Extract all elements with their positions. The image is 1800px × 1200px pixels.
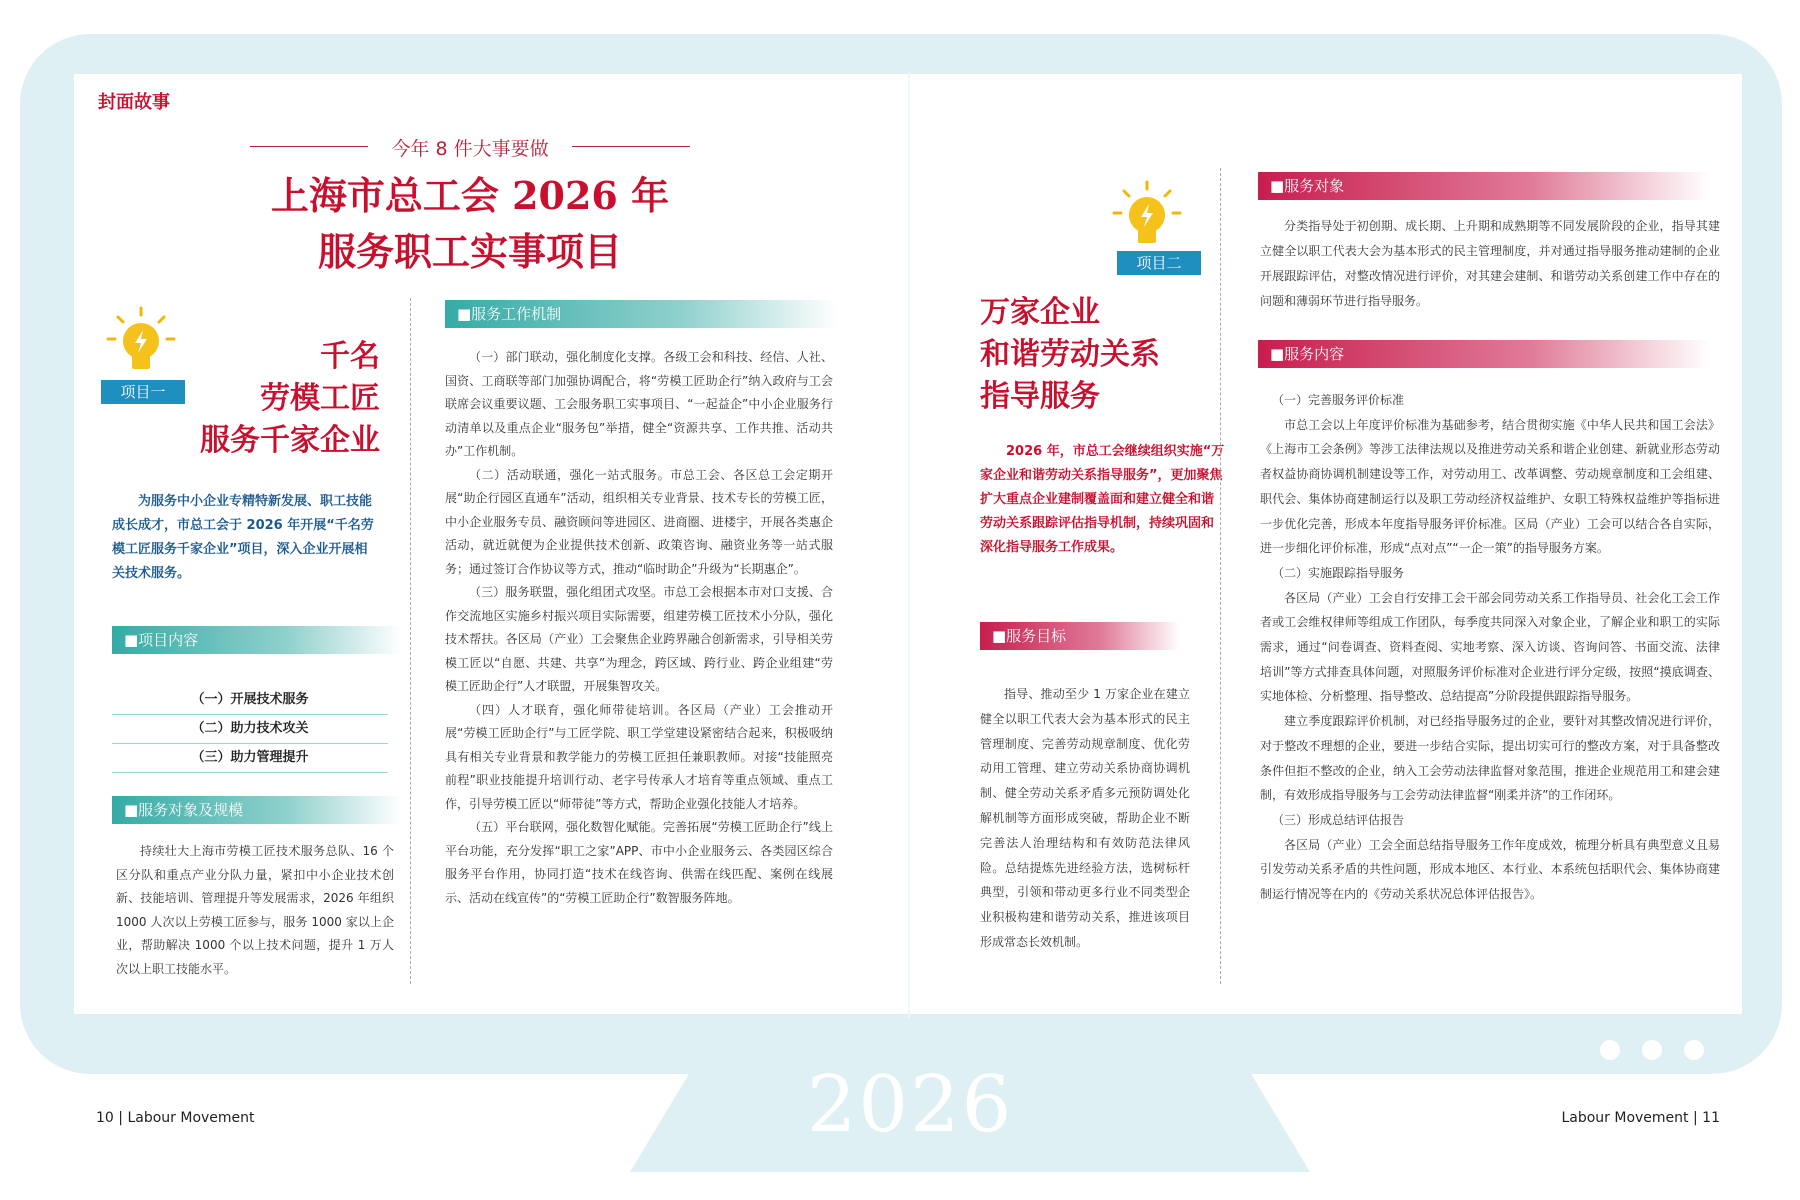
subheading: （三）形成总结评估报告 bbox=[1272, 812, 1405, 827]
target-text bbox=[1260, 214, 1720, 314]
section-heading: ■服务工作机制 bbox=[445, 300, 837, 328]
footer-separator: | bbox=[1688, 1110, 1703, 1126]
list-item: （三）助力管理提升 bbox=[112, 744, 388, 773]
paragraph: （四）人才联育，强化师带徒培训。各区局（产业）工会推动开展“劳模工匠助企行”与工匠学院、职工学堂建设紧密结合起来，积极吸纳具有相关专业背景和教学能力的劳模工匠担任兼职教师。对接“技能照亮前程”职业技能提升培训行动、老字号传承人才培育等重点领域、重点工作，引导劳模工匠以“师带徒”等方式，帮助企业强化技能人才培养。 bbox=[445, 702, 833, 811]
page-number: 10 bbox=[96, 1110, 114, 1126]
lightbulb-icon bbox=[1110, 180, 1184, 254]
project-title bbox=[980, 292, 1230, 418]
project-intro bbox=[112, 490, 380, 586]
project-label: 项目一 bbox=[100, 379, 186, 405]
paragraph: 各区局（产业）工会全面总结指导服务工作年度成效，梳理分析具有典型意义且易引发劳动关系矛盾的共性问题，形成本地区、本行业、本系统包括职代会、集体协商建制运行情况等在内的《劳动关系状况总体评估报告》。 bbox=[1260, 837, 1720, 902]
subheading: （一）完善服务评价标准 bbox=[1272, 393, 1405, 407]
footer-right bbox=[1561, 1110, 1720, 1126]
project-title bbox=[176, 336, 380, 462]
intro-text: 为服务中小企业专精特新发展、职工技能成长成才，市总工会于 2026 年开展“千名劳模工匠服务千家企业”项目，深入企业开展相关技术服务。 bbox=[112, 494, 374, 581]
section-heading: ■服务内容 bbox=[1258, 340, 1710, 368]
lightbulb-icon bbox=[104, 306, 178, 380]
section-heading: ■服务对象 bbox=[1258, 172, 1710, 200]
subheading: （二）实施跟踪指导服务 bbox=[1272, 565, 1405, 580]
section-heading: ■服务对象及规模 bbox=[112, 796, 402, 824]
project-title-line: 千名 bbox=[320, 339, 380, 374]
paragraph: （五）平台联网，强化数智化赋能。完善拓展“劳模工匠助企行”线上平台功能，充分发挥“职工之家”APP、市中小企业服务云、各类园区综合服务平台作用，协同打造“技术在线咨询、供需在线匹配、案例在线展示、活动在线宣传”的“劳模工匠助企行”数智服务阵地。 bbox=[445, 820, 833, 905]
year-watermark: 2026 bbox=[806, 1060, 1014, 1150]
section-heading: ■项目内容 bbox=[112, 626, 402, 654]
project-label: 项目二 bbox=[1116, 250, 1202, 276]
footer-left bbox=[96, 1110, 255, 1126]
goal-text bbox=[980, 682, 1190, 955]
project-title-line: 万家企业 bbox=[980, 295, 1100, 330]
paragraph: （一）部门联动，强化制度化支撑。各级工会和科技、经信、人社、国资、工商联等部门加强协调配合，将“劳模工匠助企行”纳入政府与工会联席会议重要议题、工会服务职工实事项目、“一起益企”中小企业服务行动清单以及重点企业“服务包”举措，健全“资源共享、工作共推、活动共办”工作机制。 bbox=[445, 350, 833, 458]
project-title-line: 指导服务 bbox=[980, 379, 1100, 414]
page-title-line: 服务职工实事项目 bbox=[317, 229, 622, 274]
paragraph: 持续壮大上海市劳模工匠技术服务总队、16 个区分队和重点产业分队力量，紧扣中小企业技术创新、技能培训、管理提升等发展需求，2026 年组织 1000 人次以上劳模工匠参与，服务 1000 家以上企业，帮助解决 1000 个以上技术问题，提升 1 万人次以上职工技能水平。 bbox=[116, 844, 394, 976]
project-title-line: 服务千家企业 bbox=[200, 423, 380, 458]
paragraph: 指导、推动至少 1 万家企业在建立健全以职工代表大会为基本形式的民主管理制度、完善劳动规章制度、优化劳动用工管理、建立劳动关系协商协调机制、健全劳动关系矛盾多元预防调处化解机制等方面形成突破，帮助企业不断完善法人治理结构和有效防范法律风险。总结提炼先进经验方法，选树标杆典型，引领和带动更多行业不同类型企业积极构建和谐劳动关系，推进该项目形成常态长效机制。 bbox=[980, 687, 1190, 949]
content-text bbox=[1260, 388, 1720, 907]
section-tag: 封面故事 bbox=[98, 92, 170, 113]
column-divider bbox=[1220, 168, 1221, 984]
project-title-line: 和谐劳动关系 bbox=[980, 337, 1160, 372]
magazine-name: Labour Movement bbox=[127, 1110, 255, 1126]
paragraph: 建立季度跟踪评价机制，对已经指导服务过的企业，要针对其整改情况进行评价，对于整改不理想的企业，要进一步结合实际，提出切实可行的整改方案，对于具备整改条件但拒不整改的企业，纳入工会劳动法律监督对象范围，推进企业规范用工和建会建制，有效形成指导服务与工会劳动法律监督“刚柔并济”的工作闭环。 bbox=[1260, 714, 1720, 803]
paragraph: （三）服务联盟，强化组团式攻坚。市总工会根据本市对口支援、合作交流地区实施乡村振兴项目实际需要，组建劳模工匠技术小分队，强化技术帮扶。各区局（产业）工会聚焦企业跨界融合创新需求，引导相关劳模工匠以“自愿、共建、共享”为理念，跨区域、跨行业、跨企业组建“劳模工匠助企行”人才联盟，开展集智攻关。 bbox=[445, 585, 833, 693]
page-title-line: 上海市总工会 2026 年 bbox=[270, 173, 670, 218]
indicator-dot bbox=[1684, 1040, 1704, 1060]
content-list bbox=[112, 686, 388, 773]
page-spine bbox=[908, 72, 910, 1018]
section-heading: ■服务目标 bbox=[980, 622, 1180, 650]
footer-separator: | bbox=[113, 1110, 128, 1126]
kicker: 今年 8 件大事要做 bbox=[250, 134, 690, 161]
list-item: （二）助力技术攻关 bbox=[112, 715, 388, 744]
column-divider bbox=[410, 298, 411, 984]
project-title-line: 劳模工匠 bbox=[260, 381, 380, 416]
paragraph: 各区局（产业）工会自行安排工会干部会同劳动关系工作指导员、社会化工会工作者或工会维权律师等组成工作团队，每季度共同深入对象企业，了解企业和职工的实际需求，通过“问卷调查、资料查阅、实地考察、深入访谈、咨询问答、书面交流、法律培训”等方式排查具体问题，对照服务评价标准对企业进行评分定级，按照“摸底调查、实地体检、分析整理、指导整改、总结提高”分阶段提供跟踪指导服务。 bbox=[1260, 590, 1720, 704]
scope-text bbox=[116, 840, 394, 981]
project-intro bbox=[980, 440, 1226, 560]
paragraph: 市总工会以上年度评价标准为基础参考，结合贯彻实施《中华人民共和国工会法》《上海市工会条例》等涉工法律法规以及推进劳动关系和谐企业创建、新就业形态劳动者权益协商协调机制建设等工作，对劳动用工、改革调整、劳动规章制度和工会组建、职代会、集体协商建制运行以及职工劳动经济权益维护、女职工特殊权益维护等指标进一步优化完善，形成本年度指导服务评价标准。区局（产业）工会可以结合各自实际，进一步细化评价标准，形成“点对点”“一企一策”的指导服务方案。 bbox=[1260, 417, 1720, 556]
indicator-dot bbox=[1600, 1040, 1620, 1060]
paragraph: 分类指导处于初创期、成长期、上升期和成熟期等不同发展阶段的企业，指导其建立健全以职工代表大会为基本形式的民主管理制度，并对通过指导服务推动建制的企业开展跟踪评估，对整改情况进行评价，对其建会建制、和谐劳动关系创建工作中存在的问题和薄弱环节进行指导服务。 bbox=[1260, 219, 1720, 308]
indicator-dot bbox=[1642, 1040, 1662, 1060]
intro-text: 2026 年，市总工会继续组织实施“万家企业和谐劳动关系指导服务”，更加聚焦扩大重点企业建制覆盖面和建立健全和谐劳动关系跟踪评估指导机制，持续巩固和深化指导服务工作成果。 bbox=[980, 444, 1225, 555]
magazine-name: Labour Movement bbox=[1561, 1110, 1689, 1126]
mechanism-text bbox=[445, 346, 833, 910]
paragraph: （二）活动联通，强化一站式服务。市总工会、各区总工会定期开展“助企行园区直通车”活动，组织相关专业背景、技术专长的劳模工匠，中小企业服务专员、融资顾问等进园区、进商圈、进楼宇，开展各类惠企活动，就近就便为企业提供技术创新、政策咨询、融资业务等一站式服务；通过签订合作协议等方式，推动“临时助企”升级为“长期惠企”。 bbox=[445, 467, 833, 576]
list-item: （一）开展技术服务 bbox=[112, 686, 388, 715]
page-number: 11 bbox=[1702, 1110, 1720, 1126]
page-title bbox=[250, 168, 690, 280]
